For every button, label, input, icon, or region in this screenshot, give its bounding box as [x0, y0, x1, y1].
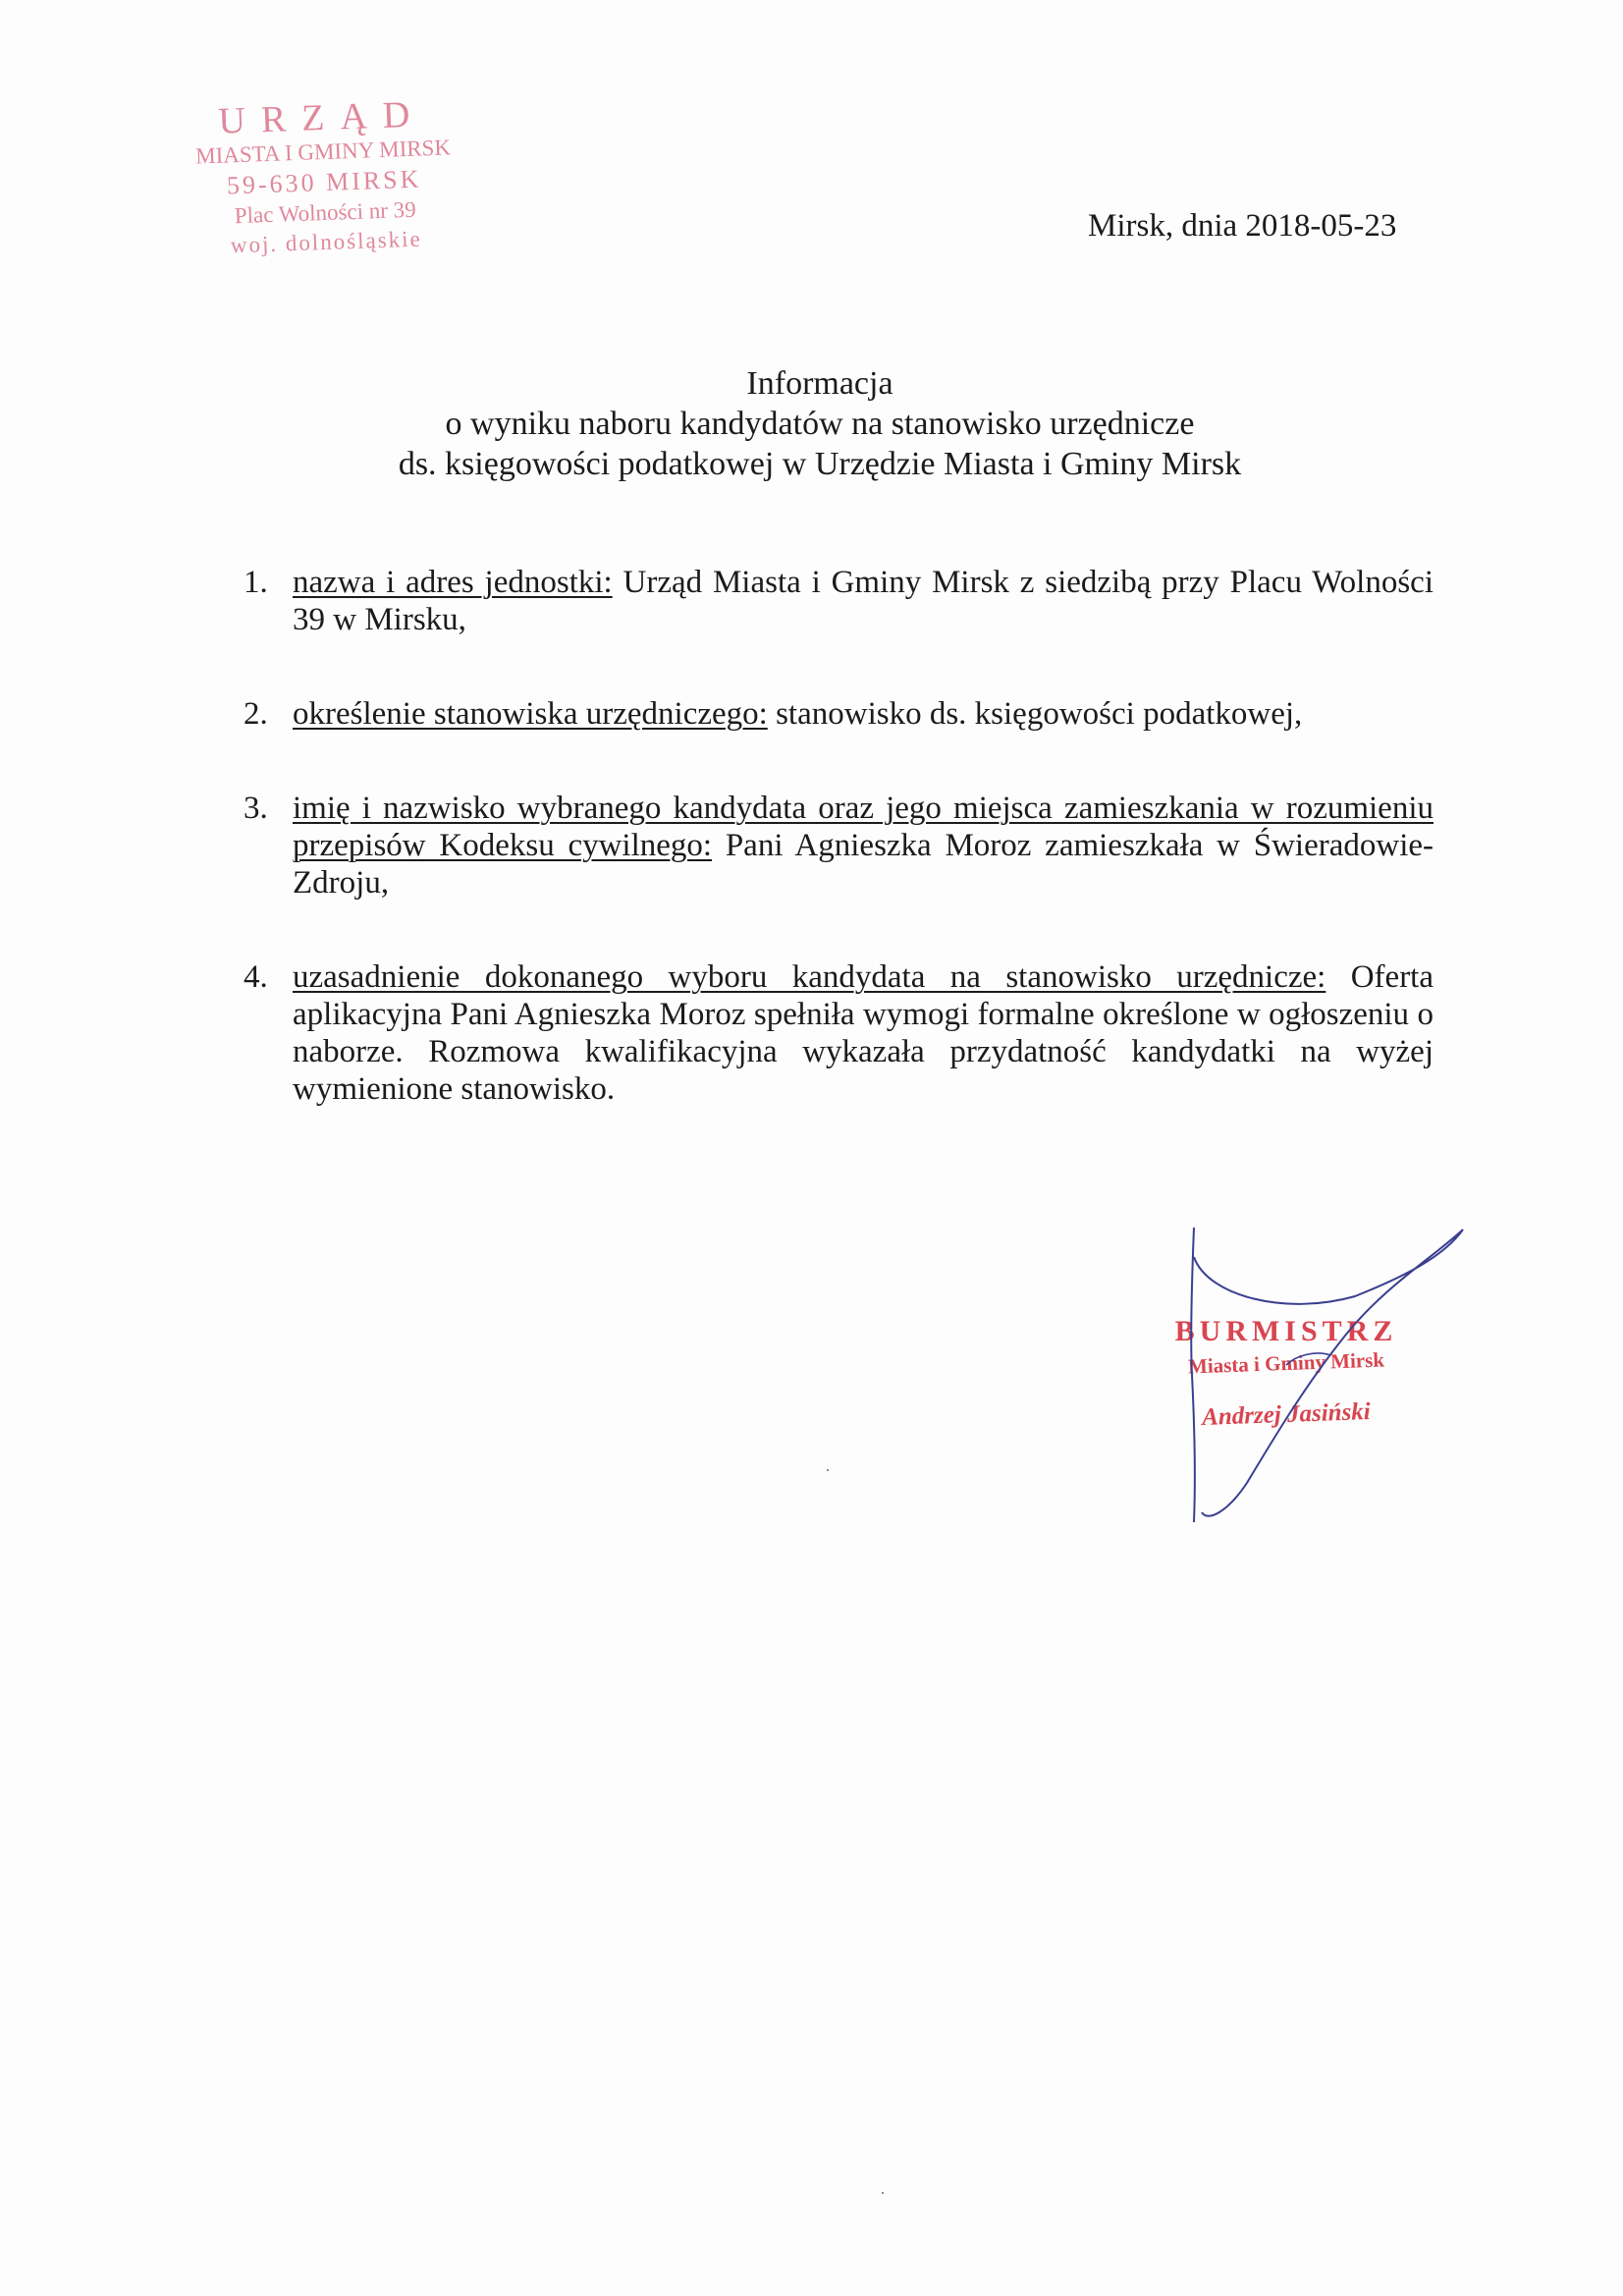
item-label: uzasadnienie dokonanego wyboru kandydata na stanowisko urzędnicze:	[293, 959, 1326, 995]
scan-speck	[827, 1469, 829, 1471]
item-label: określenie stanowiska urzędniczego:	[293, 696, 768, 732]
item-label: imię i nazwisko wybranego kandydata oraz jego miejsca zamieszkania w rozumieniu przepisów Kodeksu cywilnego:	[293, 791, 1434, 863]
item-number: 4.	[243, 959, 268, 995]
stamp-line-5: woj. dolnośląskie	[230, 226, 423, 258]
stamp-line-4: Plac Wolności nr 39	[234, 196, 417, 229]
item-text: Pani Agnieszka Moroz zamieszkała w Świeradowie-Zdroju,	[293, 828, 1434, 901]
heading-line-2: o wyniku naboru kandydatów na stanowisko urzędnicze	[445, 406, 1195, 442]
heading-title: Informacja	[746, 365, 893, 402]
stamp-line-2: MIASTA I GMINY MIRSK	[194, 135, 452, 169]
list-item	[236, 564, 1434, 638]
stamp-line-1: URZĄD	[217, 93, 426, 142]
list-item	[236, 695, 1434, 733]
item-number: 1.	[243, 565, 268, 600]
signature-stroke	[1191, 1228, 1195, 1522]
list-item	[236, 790, 1434, 902]
document-heading	[275, 363, 1365, 484]
item-label: nazwa i adres jednostki:	[293, 565, 613, 600]
signature-stroke	[1194, 1230, 1463, 1516]
office-stamp	[154, 92, 493, 263]
item-text: Urząd Miasta i Gminy Mirsk z siedzibą przy Placu Wolności 39 w Mirsku,	[293, 565, 1434, 637]
item-text: stanowisko ds. księgowości podatkowej,	[767, 696, 1303, 732]
document-date: Mirsk, dnia 2018-05-23	[1088, 208, 1397, 244]
list-item	[236, 958, 1434, 1108]
information-list	[236, 564, 1434, 1165]
handwritten-signature	[1168, 1218, 1473, 1532]
heading-line-3: ds. księgowości podatkowej w Urzędzie Miasta i Gminy Mirsk	[398, 446, 1242, 482]
mayor-stamp-subtitle: Miasta i Gminy Mirsk	[1187, 1347, 1385, 1379]
mayor-stamp-name: Andrzej Jasiński	[1201, 1398, 1372, 1431]
item-number: 2.	[243, 696, 268, 732]
scan-speck	[882, 2192, 884, 2194]
item-text: Oferta aplikacyjna Pani Agnieszka Moroz spełniła wymogi formalne określone w ogłoszeniu o naborze. Rozmowa kwalifikacyjna wykazała przydatność kandydatki na wyżej wymienione stanowisko.	[293, 959, 1434, 1107]
mayor-stamp-title: BURMISTRZ	[1174, 1315, 1398, 1347]
item-number: 3.	[243, 791, 268, 826]
stamp-line-3: 59-630 MIRSK	[226, 164, 422, 200]
